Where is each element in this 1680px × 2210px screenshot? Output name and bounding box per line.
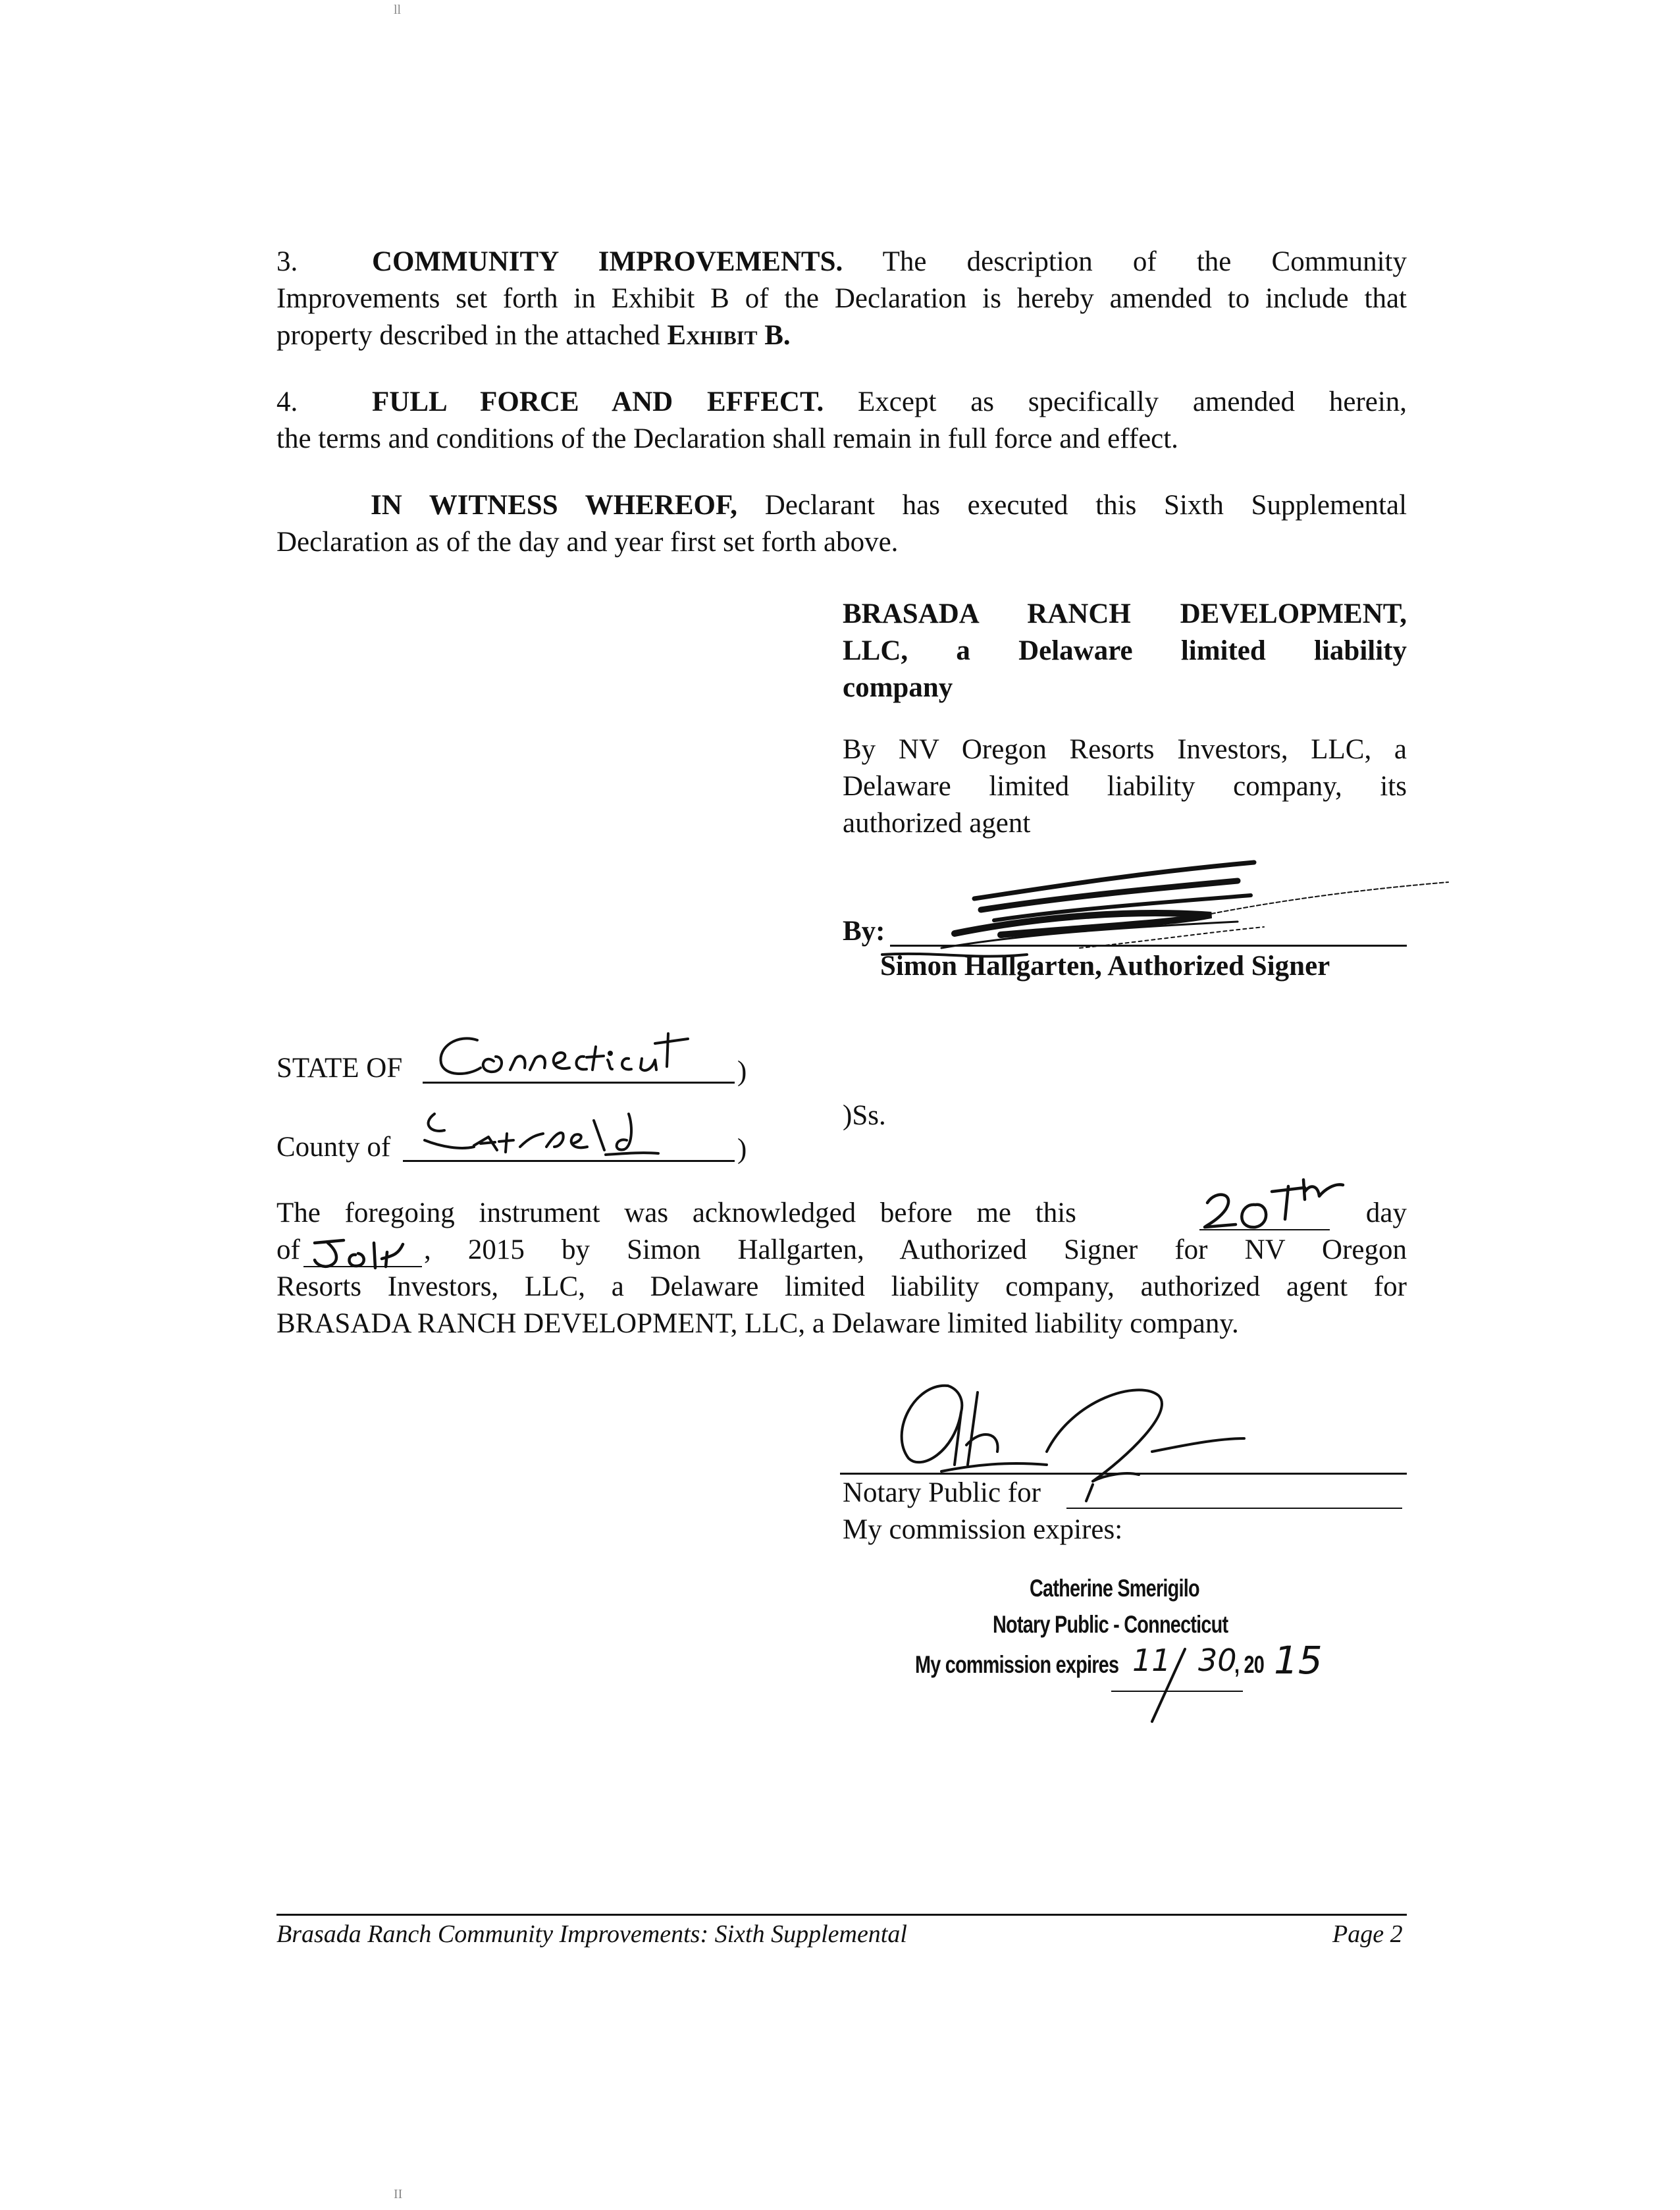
month-handwriting [309, 1236, 408, 1276]
signer-name: Simon Hallgarten, Authorized Signer [880, 951, 1330, 982]
county-label: County of [276, 1132, 391, 1163]
footer-page-number: Page 2 [1332, 1920, 1403, 1948]
stamp-month: 11 [1132, 1643, 1171, 1678]
stamp-date-slash [1139, 1646, 1192, 1725]
state-label: STATE OF [276, 1053, 403, 1084]
witness-heading: IN WITNESS WHEREOF, [371, 490, 738, 521]
notary-state-line [1066, 1508, 1402, 1509]
section-4-heading: FULL FORCE AND EFFECT. [372, 386, 824, 417]
footer-title: Brasada Ranch Community Improvements: Sixth Supplemental [276, 1920, 907, 1948]
section-4: 4. FULL FORCE AND EFFECT. Except as specifically amended herein, the terms and conditions of the Declaration shall remain in full force and effect. [276, 386, 1407, 454]
stamp-year: 15 [1274, 1638, 1323, 1683]
by-label: By: [843, 916, 885, 947]
company-name: BRASADA RANCH DEVELOPMENT, [843, 598, 1407, 629]
company-block: BRASADA RANCH DEVELOPMENT, LLC, a Delaware limited liability company By NV Oregon Resorts Investors, LLC, a Delaware limited liability company, its authorized agent [843, 596, 1407, 842]
commission-expires: My commission expires: [843, 1514, 1123, 1545]
notary-public-for: Notary Public for [843, 1477, 1041, 1508]
scan-mark-bottom: II [394, 2187, 403, 2201]
agent-line: By NV Oregon Resorts Investors, LLC, a [843, 734, 1407, 765]
stamp-title: Notary Public - Connecticut [993, 1611, 1228, 1638]
hallgarten-signature [895, 849, 1461, 974]
document-page: ll 3. COMMUNITY IMPROVEMENTS. The description of the Community Improvements set forth in Exhibit B of the Declaration is hereby amended to include that property described in the attached Exhibit B. 4. FULL FORCE AND EFFECT. Except as specifically amended herein, the terms and conditions of the Declaration shall remain in full force and effect. IN WITNESS WHEREOF, Declarant has executed this Sixth Supplemental Declaration as of the day and year first set forth above. BRASADA RANCH DEVELOPMENT, LLC, a Delaware limited liability company By NV Oregon Resorts Investors, LLC, a Delaware limited liability company, its authorized agent By: Simon Hallgarten, Authorized Signer STATE OF ) County of ) )Ss. The foregoing instrument was acknowledged before me this day of , 2015 by Simon Hallgarten, Authorized Signer for NV Oregon Resorts Investors, LLC, a Delaware limited liability company, authorized agent for BRASADA RANCH DEVELOPMENT, LLC, a Delaware limited liability company. Notary Public for My commission expires: Catherine Smerigilo Notary Public - Connecticut My commission expires 11 30 , 20 15 Brasada Ranch Community Improvements: Sixth Supplemental Page 2 II [0, 0, 1680, 2210]
section-3-heading: COMMUNITY IMPROVEMENTS. [372, 246, 843, 277]
stamp-name: Catherine Smerigilo [1030, 1575, 1199, 1602]
day-handwriting [1199, 1173, 1351, 1232]
scan-mark-top: ll [394, 3, 402, 17]
witness-clause: IN WITNESS WHEREOF, Declarant has executed this Sixth Supplemental Declaration as of the day and year first set forth above. [276, 490, 1407, 558]
state-handwriting [431, 1020, 734, 1086]
county-handwriting [415, 1101, 678, 1167]
exhibit-b-ref: Exhibit B [667, 320, 783, 351]
stamp-expires: My commission expires [915, 1651, 1119, 1678]
stamp-century: , 20 [1234, 1651, 1265, 1678]
ss-label: )Ss. [843, 1100, 886, 1131]
section-3: 3. COMMUNITY IMPROVEMENTS. The description of the Community Improvements set forth in Exhibit B of the Declaration is hereby amended to include that property described in the attached Exhibit B. [276, 246, 1407, 351]
footer-rule [276, 1914, 1407, 1916]
acknowledgment: The foregoing instrument was acknowledged before me this day of , 2015 by Simon Hallgarten, Authorized Signer for NV Oregon Resorts Investors, LLC, a Delaware limited liability company, authorized agent for BRASADA RANCH DEVELOPMENT, LLC, a Delaware limited liability company. [276, 1197, 1407, 1339]
stamp-day: 30 [1198, 1643, 1237, 1678]
